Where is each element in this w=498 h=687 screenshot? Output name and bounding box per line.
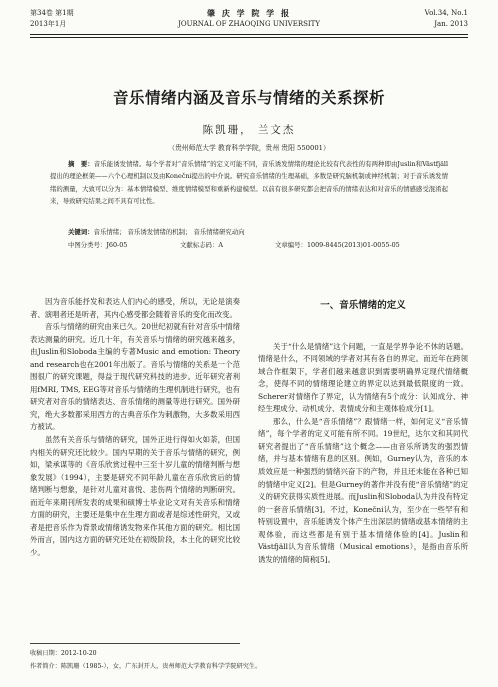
paragraph: 虽然有关音乐与情绪的研究，国外正进行得如火如荼，但国内相关的研究还比较少。国内早期的关于音乐与情绪的研究，例如，梁承谋等的《音乐欣赏过程中三至十岁儿童的情绪判断与想象发展》（1994），主要是研究不同年龄儿童在音乐欣赏后的情绪判断与想象，是针对儿童对喜悦、悲伤两个情绪的判断研究。而近年来期刊所发表的成果和硕博士毕业论文对有关音乐和情绪方面的研究，主要还是集中在生理方面或者是综述性研究，又或者是把音乐作为背景或情绪诱发物来作其他方面的研究。相比国外而言，国内这方面的研究还处在初级阶段，本土化的研究比较少。 bbox=[30, 435, 240, 557]
date-en: Jan. 2013 bbox=[434, 20, 468, 28]
left-column bbox=[30, 296, 240, 559]
clc-number: 中图分类号：J60-05 bbox=[68, 241, 128, 249]
affiliation: （贵州师范大学 教育科学学院，贵州 贵阳 550001） bbox=[168, 144, 330, 152]
right-column bbox=[258, 300, 468, 566]
volume-en: Vol.34, No.1 bbox=[424, 9, 468, 17]
abstract-text: 音乐能诱发情绪。每个学者对“音乐情绪”的定义可能不同，音乐诱发情绪的理论比较有代表性的有两种即由Juslin和Västfjäll提出的理论框架——六个心理机制以及由Konečni提出的中介说。研究音乐情绪的生理基础，多数是研究脑机制或神经机制；对于音乐诱发情绪的测量，大致可以分为：基本情绪模型、维度情绪模型和重新构建模型。以前有很多研究都会把音乐的情绪表达和对音乐的情感感受混淆起来，导致研究结果之间不具有可比性。 bbox=[50, 160, 449, 206]
keywords bbox=[68, 226, 245, 238]
article-meta bbox=[68, 239, 400, 251]
paragraph: 那么，什么是“音乐情绪”？跟情绪一样，如何定义“音乐情绪”，每个学者的定义可能有所不同。19世纪，达尔文和其同代研究者提出了“音乐情绪”这个概念——由音乐所诱发的强烈情绪，并与基本情绪有息的区别。例如，Gurney认为，音乐的本质效应是一种强烈的情绪兴奋下的产物，并且还未能在各种已知的情绪中定义[2]。但是Gurney的著作并没有使“音乐情绪”的定义的研究获得实质性进展。而Juslin和Sloboda认为并没有特定的一套音乐情绪[3]。不过，Konečni认为，至少在一些罕有和特别设置中，音乐能诱发个体产生出深层的情绪或基本情绪的主观体验，而这些都是有别于基本情绪体验的[4]。Juslin和Västfjäll认为音乐情绪（Musical emotions），是指由音乐所诱发的情绪的简称[5]。 bbox=[258, 416, 468, 564]
header-center bbox=[30, 8, 468, 30]
header-rule-bottom bbox=[30, 37, 468, 38]
section-spacer bbox=[258, 313, 468, 341]
footnote-rule bbox=[30, 643, 240, 644]
header-rule-top bbox=[30, 34, 468, 35]
received-date: 收稿日期：2012-10-20 bbox=[30, 650, 97, 657]
journal-name-cn: 肇 庆 学 院 学 报 bbox=[207, 8, 291, 18]
volume-cn: 第34卷 第1期 bbox=[30, 9, 74, 17]
keywords-label: 关键词： bbox=[68, 228, 94, 236]
keywords-text: 音乐情绪； 音乐诱发情绪的机制； 音乐情绪研究动向 bbox=[93, 228, 245, 236]
paragraph: 关于“什么是情绪”这个问题，一直是学界争论不休的话题。情绪是什么，不同领域的学者对其有各自的界定。而近年在跨领域合作框架下，学者们越来越意识到需要明确界定现代情绪概念，使得不同的情绪理论建立的界定以达到最低限度的一致。Scherer对情绪作了界定，认为情绪有5个成分：认知成分、神经生理成分、动机成分、表情成分和主观体验成分[1]。 bbox=[258, 341, 468, 414]
article-number: 文章编号：1009-8445(2013)01-0055-05 bbox=[275, 241, 400, 249]
page-title: 音乐情绪内涵及音乐与情绪的关系探析 bbox=[112, 89, 385, 107]
paragraph: 音乐与情绪的研究由来已久。20世纪初就有针对音乐中情绪表达测量的研究。近几十年，有关音乐与情绪的研究越来越多，由Juslin和Sloboda主编的专著Music and emotion: Theory and research也在2001年出版了。音乐与情绪的关系是一个范围很广的研究课题，得益于现代研究科技的进步。近年研究者利用fMRI, TMS, EEG等对音乐与情绪的生理机制进行研究，也有研究者对音乐的情绪表达、音乐情绪的测量等进行研究。国外研究，绝大多数都采用西方的古典音乐作为刺激物，大多数采用西方被试。 bbox=[30, 322, 240, 432]
author-bio: 作者简介：陈凯珊（1985-），女，广东封开人，贵州师范大学教育科学学院研究生。 bbox=[30, 663, 262, 670]
date-cn: 2013年1月 bbox=[30, 20, 67, 28]
paragraph: 因为音乐能抒发和表达人们内心的感受，所以，无论是演奏者、演唱者还是听者，其内心感受都会随着音乐的变化而改变。 bbox=[30, 297, 240, 319]
journal-name-en: JOURNAL OF ZHAOQING UNIVERSITY bbox=[178, 20, 320, 28]
document-code: 文献标志码：A bbox=[180, 241, 223, 249]
header-right bbox=[425, 8, 468, 30]
abstract-label: 摘 要： bbox=[68, 160, 94, 168]
abstract bbox=[50, 158, 448, 208]
authors: 陈凯珊， 兰文杰 bbox=[202, 124, 296, 136]
section-title: 一、音乐情绪的定义 bbox=[320, 300, 406, 311]
